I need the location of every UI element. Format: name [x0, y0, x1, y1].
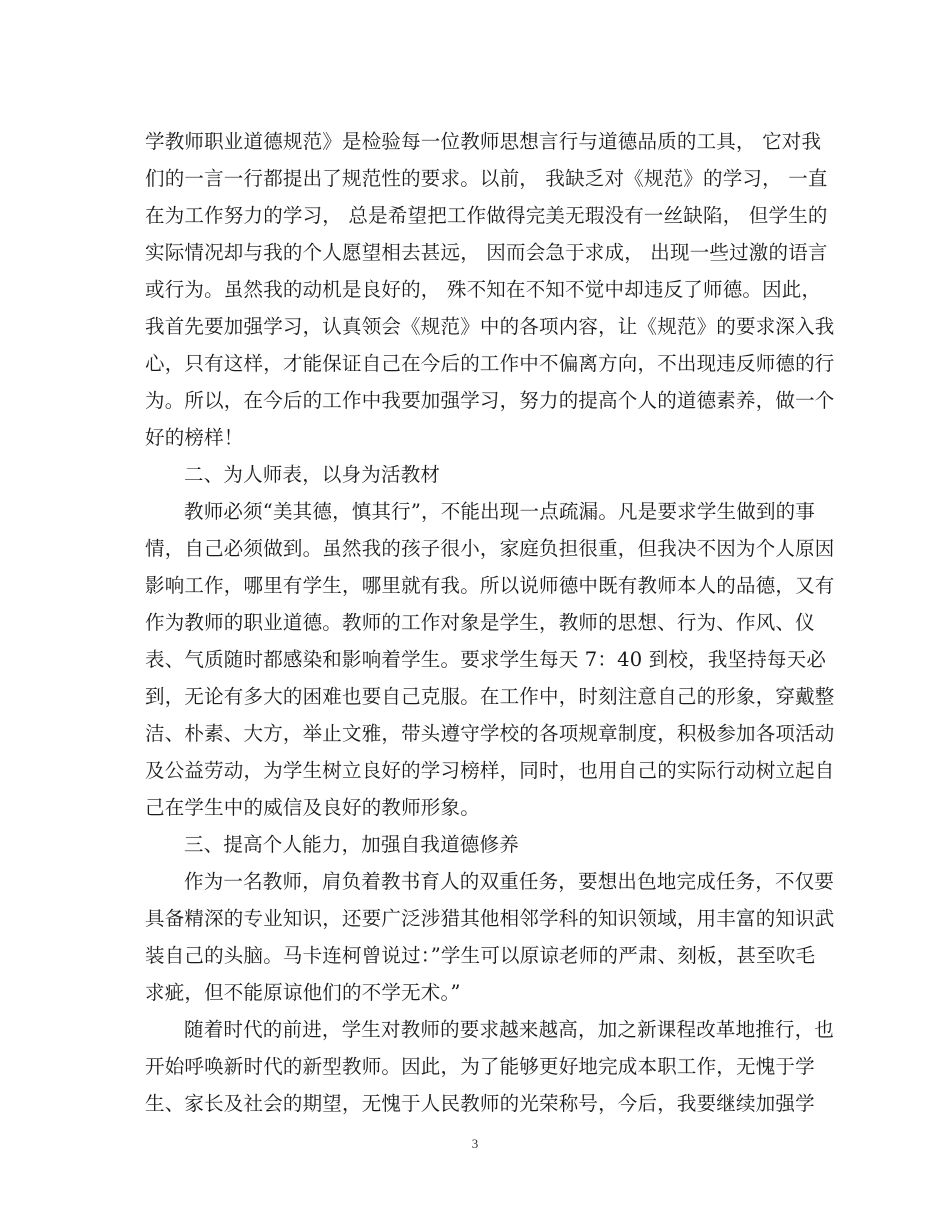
- text-line: 具备精深的专业知识，还要广泛涉猎其他相邻学科的知识领域，用丰富的知识武: [145, 907, 835, 930]
- text-line: 为。所以，在今后的工作中我要加强学习，努力的提高个人的道德素养，做一个: [145, 389, 835, 412]
- text-line: 或行为。虽然我的动机是良好的， 殊不知在不知不觉中却违反了师德。因此，: [145, 278, 822, 301]
- text-line: 装自己的头脑。马卡连柯曾说过：”学生可以原谅老师的严肃、刻板，甚至吹毛: [145, 944, 816, 967]
- text-line: 心，只有这样，才能保证自己在今后的工作中不偏离方向，不出现违反师德的行: [145, 352, 835, 375]
- text-line: 好的榜样！: [145, 426, 244, 449]
- section-heading: 三、提高个人能力，加强自我道德修养: [184, 833, 519, 856]
- text-line: 生、家长及社会的期望，无愧于人民教师的光荣称号，今后，我要继续加强学: [145, 1092, 815, 1115]
- text-line: 学教师职业道德规范》是检验每一位教师思想言行与道德品质的工具， 它对我: [145, 130, 822, 153]
- text-line: 及公益劳动，为学生树立良好的学习榜样，同时，也用自己的实际行动树立起自: [145, 759, 835, 782]
- section-heading: 二、为人师表，以身为活教材: [184, 463, 441, 486]
- text-line: 情，自己必须做到。虽然我的孩子很小，家庭负担很重，但我决不因为个人原因: [145, 537, 835, 560]
- text-line: 实际情况却与我的个人愿望相去甚远， 因而会急于求成， 出现一些过激的语言: [145, 241, 828, 264]
- text-line: 在为工作努力的学习， 总是希望把工作做得完美无瑕没有一丝缺陷， 但学生的: [145, 204, 828, 227]
- text-line: 到，无论有多大的困难也要自己克服。在工作中，时刻注意自己的形象，穿戴整: [145, 685, 835, 708]
- page-number: 3: [471, 1136, 479, 1151]
- text-line: 教师必须“美其德，慎其行”，不能出现一点疏漏。凡是要求学生做到的事: [184, 500, 816, 523]
- text-line: 影响工作，哪里有学生，哪里就有我。所以说师德中既有教师本人的品德，又有: [145, 574, 835, 597]
- text-line: 作为教师的职业道德。教师的工作对象是学生，教师的思想、行为、作风、仪: [145, 611, 815, 634]
- text-line: 作为一名教师，肩负着教书育人的双重任务，要想出色地完成任务，不仅要: [184, 870, 835, 893]
- text-line: 洁、朴素、大方，举止文雅，带头遵守学校的各项规章制度，积极参加各项活动: [145, 722, 835, 745]
- text-line: 开始呼唤新时代的新型教师。因此，为了能够更好地完成本职工作，无愧于学: [145, 1055, 815, 1078]
- text-line: 表、气质随时都感染和影响着学生。要求学生每天 7：40 到校，我坚持每天必: [145, 648, 827, 671]
- text-line: 我首先要加强学习，认真领会《规范》中的各项内容，让《规范》的要求深入我: [145, 315, 835, 338]
- text-line: 们的一言一行都提出了规范性的要求。以前， 我缺乏对《规范》的学习， 一直: [145, 167, 828, 190]
- text-line: 己在学生中的威信及良好的教师形象。: [145, 796, 480, 819]
- text-line: 求疵，但不能原谅他们的不学无术。”: [145, 981, 461, 1004]
- text-line: 随着时代的前进，学生对教师的要求越来越高，加之新课程改革地推行，也: [184, 1018, 835, 1041]
